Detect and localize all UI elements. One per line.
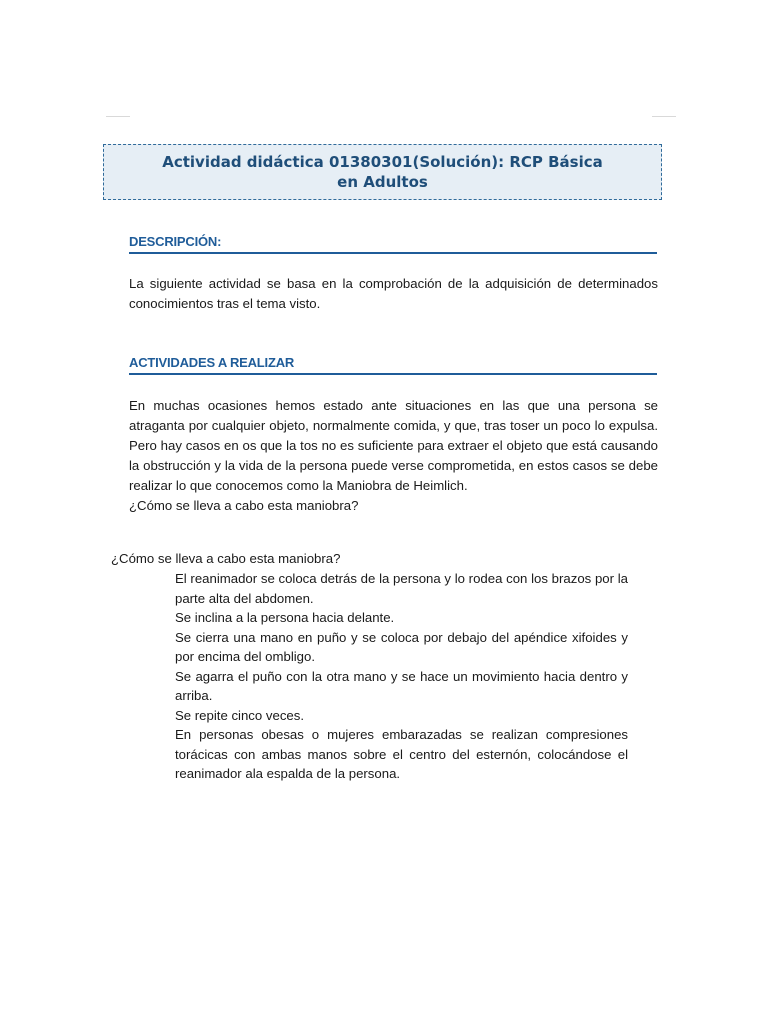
- title-box: [103, 144, 662, 200]
- section-heading-descripcion: DESCRIPCIÓN:: [129, 234, 657, 254]
- page-corner-mark-left: [106, 116, 130, 117]
- document-title: Actividad didáctica 01380301(Solución): RCP Básica en Adultos: [162, 153, 603, 191]
- activities-question: ¿Cómo se lleva a cabo esta maniobra?: [129, 498, 359, 513]
- answer-step: Se repite cinco veces.: [175, 707, 305, 723]
- description-paragraph: La siguiente actividad se basa en la comprobación de la adquisición de determinados conocimientos tras el tema visto.: [129, 276, 658, 311]
- answer-step: El reanimador se coloca detrás de la persona y lo rodea con los brazos por la parte alta del abdomen.: [175, 571, 628, 606]
- page-corner-mark-right: [652, 116, 676, 117]
- answer-steps-list: [175, 569, 628, 784]
- answer-step: En personas obesas o mujeres embarazadas se realizan compresiones torácicas con ambas manos sobre el centro del esternón, colocándose el reanimador ala espalda de la persona.: [175, 727, 628, 781]
- answer-step: Se inclina a la persona hacia delante.: [175, 610, 395, 625]
- answer-step: Se agarra el puño con la otra mano y se hace un movimiento hacia dentro y arriba.: [175, 668, 628, 703]
- answer-step: Se cierra una mano en puño y se coloca por debajo del apéndice xifoides y por encima del ombligo.: [175, 629, 628, 664]
- answer-question: ¿Cómo se lleva a cabo esta maniobra?: [111, 551, 341, 566]
- section-heading-actividades: ACTIVIDADES A REALIZAR: [129, 355, 657, 375]
- activities-paragraph: En muchas ocasiones hemos estado ante situaciones en las que una persona se atraganta por cualquier objeto, normalmente comida, y que, tras toser un poco lo expulsa. Pero hay casos en os que la tos no es suficiente para extraer el objeto que está causando la obstrucción y la vida de la persona puede verse comprometida, en estos casos se debe realizar lo que conocemos como la Maniobra de Heimlich.: [129, 398, 658, 493]
